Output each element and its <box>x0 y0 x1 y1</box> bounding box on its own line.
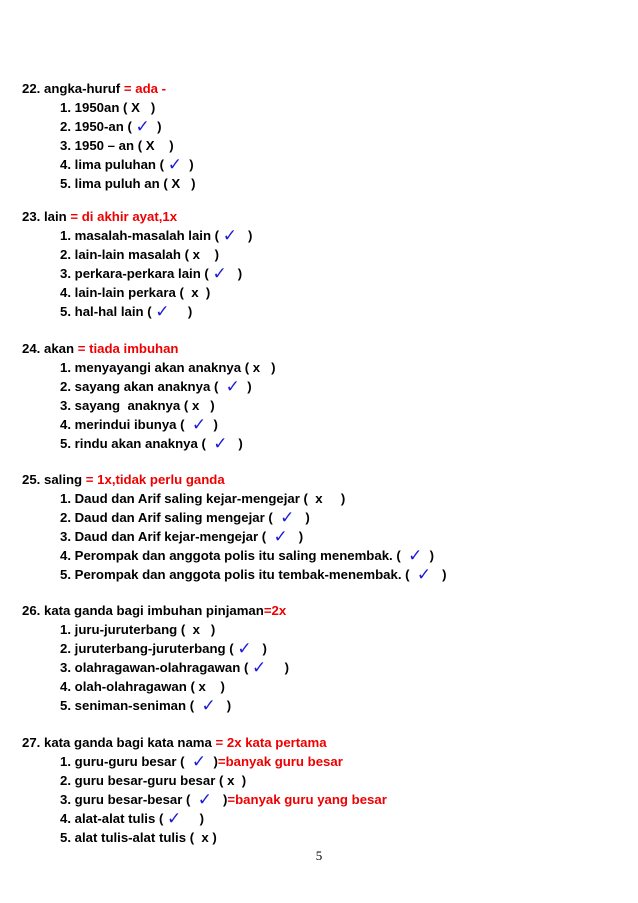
section-27 <box>22 733 622 847</box>
check-icon: ✓ <box>167 155 182 175</box>
section-heading: 27. kata ganda bagi kata nama = 2x kata pertama <box>22 735 327 750</box>
page-number: 5 <box>315 848 323 863</box>
section-25 <box>22 470 622 584</box>
list-item: 4. merindui ibunya ( ✓ ) <box>60 415 218 435</box>
list-item: 1. juru-juruterbang ( x ) <box>60 622 216 637</box>
check-icon: ✓ <box>225 377 240 397</box>
check-icon: ✓ <box>237 639 252 659</box>
list-item: 5. Perompak dan anggota polis itu tembak-menembak. ( ✓ ) <box>60 565 447 585</box>
list-item: 3. guru besar-besar ( ✓ )=banyak guru yang besar <box>60 790 387 810</box>
check-icon: ✓ <box>135 117 150 137</box>
list-item: 4. olah-olahragawan ( x ) <box>60 679 225 694</box>
list-item: 1. 1950an ( X ) <box>60 100 156 115</box>
section-heading: 22. angka-huruf = ada - <box>22 81 167 96</box>
section-23 <box>22 207 622 321</box>
list-item: 3. olahragawan-olahragawan ( ✓ ) <box>60 658 289 678</box>
list-item: 3. sayang anaknya ( x ) <box>60 398 215 413</box>
check-icon: ✓ <box>416 565 432 585</box>
check-icon: ✓ <box>280 508 295 528</box>
list-item: 3. perkara-perkara lain ( ✓ ) <box>60 264 243 284</box>
check-icon: ✓ <box>155 302 170 322</box>
list-item: 5. lima puluh an ( X ) <box>60 176 196 191</box>
list-item: 2. Daud dan Arif saling mengejar ( ✓ ) <box>60 508 310 528</box>
section-26 <box>22 601 622 715</box>
list-item: 2. juruterbang-juruterbang ( ✓ ) <box>60 639 267 659</box>
check-icon: ✓ <box>191 415 207 435</box>
list-item: 5. rindu akan anaknya ( ✓ ) <box>60 434 243 454</box>
rule-text: = 1x,tidak perlu ganda <box>85 472 225 487</box>
note-text: =banyak guru besar <box>217 754 343 769</box>
list-item: 2. lain-lain masalah ( x ) <box>60 247 220 262</box>
list-item: 4. alat-alat tulis ( ✓ ) <box>60 809 204 829</box>
list-item: 1. masalah-masalah lain ( ✓ ) <box>60 226 253 246</box>
check-icon: ✓ <box>201 696 216 716</box>
list-item: 4. Perompak dan anggota polis itu saling menembak. ( ✓ ) <box>60 546 435 566</box>
rule-text: =2x <box>263 603 287 618</box>
check-icon: ✓ <box>167 809 182 829</box>
list-item: 1. menyayangi akan anaknya ( x ) <box>60 360 276 375</box>
check-icon: ✓ <box>252 658 267 678</box>
note-text: =banyak guru yang besar <box>227 792 387 807</box>
list-item: 5. seniman-seniman ( ✓ ) <box>60 696 232 716</box>
check-icon: ✓ <box>212 264 227 284</box>
rule-text: = di akhir ayat,1x <box>70 209 178 224</box>
section-heading: 25. saling = 1x,tidak perlu ganda <box>22 472 225 487</box>
list-item: 3. 1950 – an ( X ) <box>60 138 174 153</box>
list-item: 2. sayang akan anaknya ( ✓ ) <box>60 377 252 397</box>
rule-text: = ada - <box>123 81 167 96</box>
check-icon: ✓ <box>273 527 288 547</box>
list-item: 3. Daud dan Arif kejar-mengejar ( ✓ ) <box>60 527 304 547</box>
section-heading: 24. akan = tiada imbuhan <box>22 341 179 356</box>
rule-text: = 2x kata pertama <box>215 735 327 750</box>
list-item: 1. guru-guru besar ( ✓ )=banyak guru besar <box>60 752 343 772</box>
list-item: 1. Daud dan Arif saling kejar-mengejar ( x ) <box>60 491 346 506</box>
list-item: 4. lain-lain perkara ( x ) <box>60 285 211 300</box>
section-heading: 23. lain = di akhir ayat,1x <box>22 209 178 224</box>
check-icon: ✓ <box>197 790 213 810</box>
list-item: 2. guru besar-guru besar ( x ) <box>60 773 247 788</box>
list-item: 5. alat tulis-alat tulis ( x ) <box>60 830 217 845</box>
check-icon: ✓ <box>191 752 207 772</box>
list-item: 5. hal-hal lain ( ✓ ) <box>60 302 193 322</box>
section-heading: 26. kata ganda bagi imbuhan pinjaman=2x <box>22 603 287 618</box>
list-item: 2. 1950-an ( ✓ ) <box>60 117 162 137</box>
check-icon: ✓ <box>408 546 423 566</box>
rule-text: = tiada imbuhan <box>77 341 179 356</box>
section-22 <box>22 79 622 193</box>
check-icon: ✓ <box>222 226 237 246</box>
check-icon: ✓ <box>213 434 228 454</box>
section-24 <box>22 339 622 453</box>
list-item: 4. lima puluhan ( ✓ ) <box>60 155 194 175</box>
